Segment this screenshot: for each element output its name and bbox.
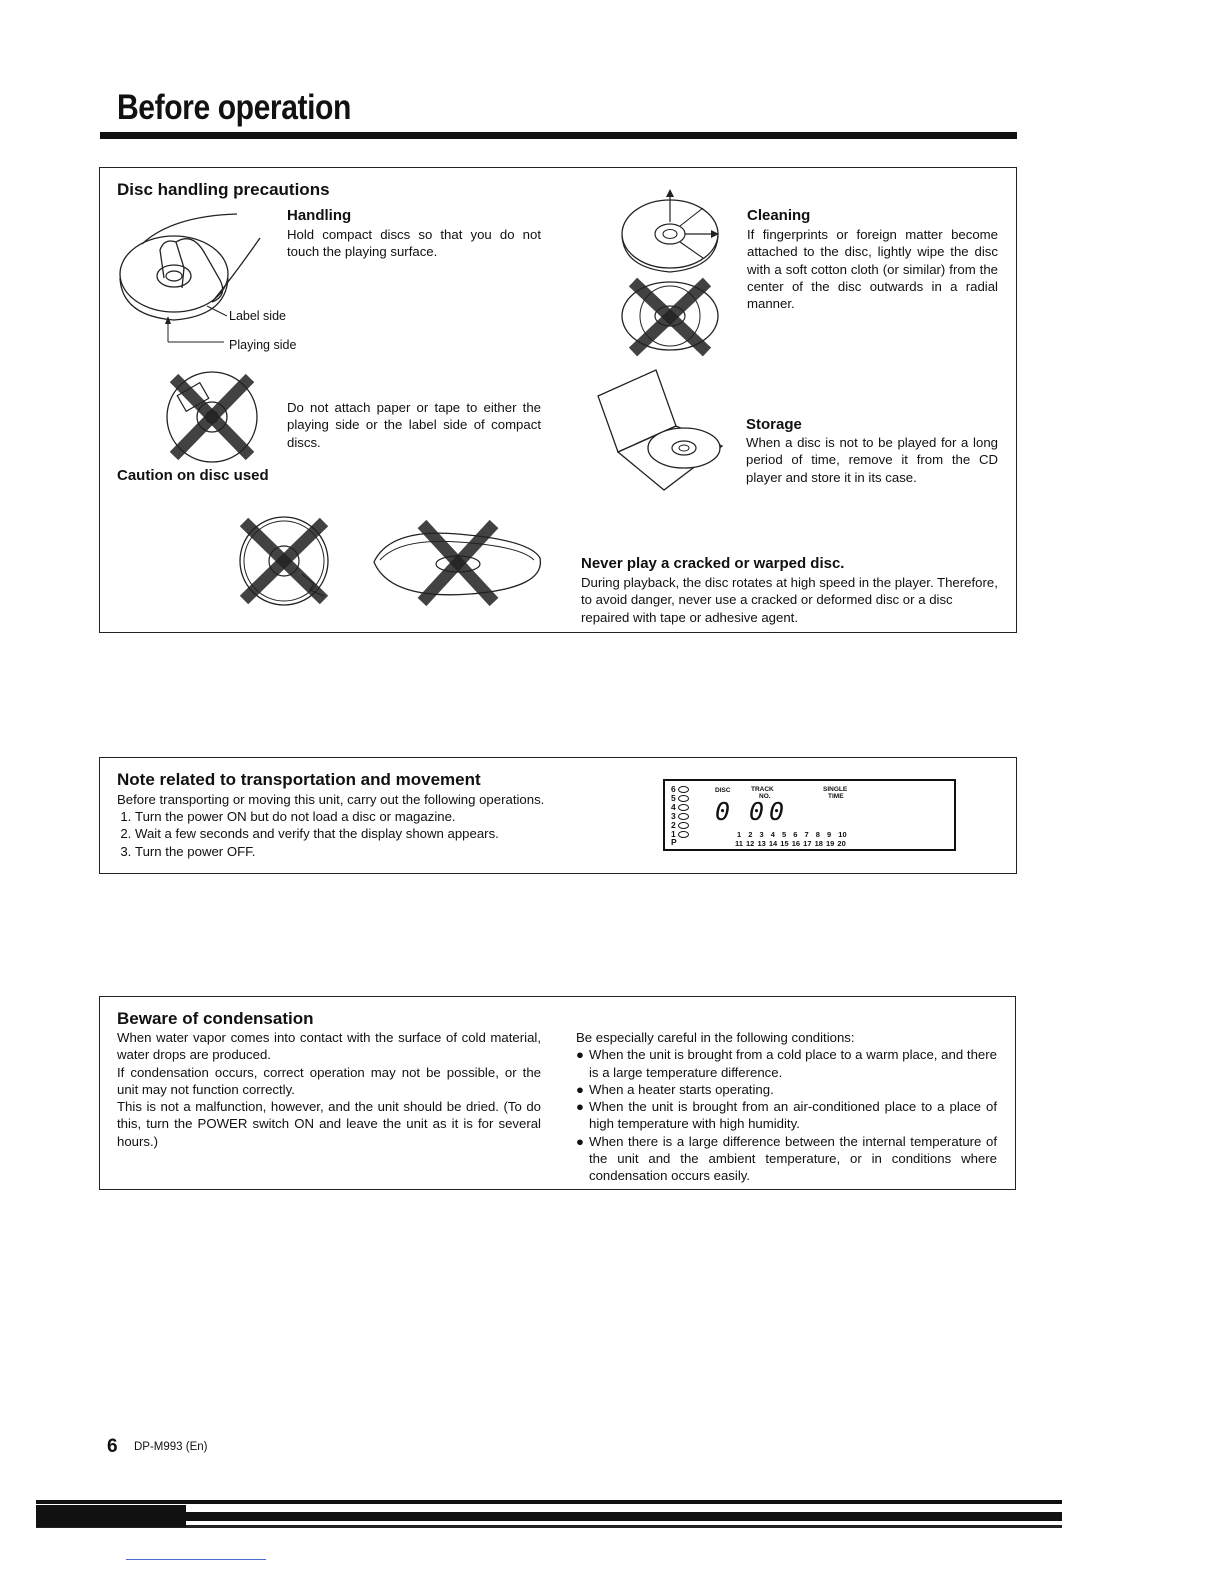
cracked-heading: Never play a cracked or warped disc.: [581, 555, 845, 572]
disc-number-row: 1: [671, 830, 701, 839]
condensation-left-column: [117, 1029, 541, 1150]
disc-number-column: [671, 785, 701, 847]
storage-text: When a disc is not to be played for a long period of time, remove it from the CD player and store it in its case.: [746, 435, 998, 485]
bottom-faint-rule: [126, 1559, 266, 1560]
lcd-label-time: TIME: [828, 793, 844, 800]
disc-number-row: 5: [671, 794, 701, 803]
title-rule: [100, 132, 1017, 139]
list-item: ● When there is a large difference between the internal temperature of the unit and the ambient temperature, or in conditions where condensation occurs easily.: [576, 1133, 997, 1184]
lcd-label-track: TRACK: [751, 786, 774, 793]
condensation-conditions-list: [576, 1046, 997, 1184]
condensation-paragraph: This is not a malfunction, however, and the unit should be dried. (To do this, turn the POWER switch ON and leave the unit as it is for several hours.): [117, 1099, 541, 1149]
caution-heading: Caution on disc used: [117, 467, 269, 484]
warped-disc-illustration: [370, 518, 546, 608]
bullet: ●: [576, 1047, 584, 1063]
label-side-caption: Label side: [229, 309, 286, 323]
transport-step: 3. Turn the power OFF.: [135, 843, 615, 860]
page-number: 6: [107, 1436, 118, 1457]
list-item: ● When the unit is brought from an air-conditioned place to a place of high temperature with high humidity.: [576, 1099, 997, 1132]
lcd-digit-disc: 0: [715, 797, 731, 826]
bullet: ●: [576, 1133, 584, 1149]
cracked-disc-illustration: [232, 514, 336, 608]
transport-intro: Before transporting or moving this unit, carry out the following operations.: [117, 792, 545, 807]
hand-holding-disc-illustration: [112, 208, 312, 358]
lcd-track-row-2: 11 12 13 14 15 16 17 18 19 20: [735, 839, 846, 848]
condensation-right-intro: Be especially careful in the following conditions:: [576, 1030, 855, 1045]
bullet: ●: [576, 1081, 584, 1097]
transport-step: 1. Turn the power ON but do not load a disc or magazine.: [135, 808, 615, 825]
handling-text: Hold compact discs so that you do not touch the playing surface.: [287, 227, 541, 260]
lcd-label-disc: DISC: [715, 787, 731, 794]
disc-number-row: 6: [671, 785, 701, 794]
lcd-track-row-1: 1 2 3 4 5 6 7 8 9 10: [737, 830, 847, 839]
cleaning-radial-illustration: [615, 188, 725, 358]
lcd-label-no: NO.: [759, 793, 771, 800]
disc-handling-heading: Disc handling precautions: [117, 180, 330, 199]
no-tape-disc-illustration: [160, 370, 264, 464]
condensation-paragraph: If condensation occurs, correct operation may not be possible, or the unit may not function correctly.: [117, 1064, 541, 1097]
bottom-rule-bold: [36, 1512, 1062, 1521]
bottom-rule-thin: [36, 1525, 1062, 1528]
lcd-display: [663, 779, 956, 851]
disc-number-row: 3: [671, 812, 701, 821]
bullet: ●: [576, 1099, 584, 1115]
cleaning-heading: Cleaning: [747, 207, 811, 224]
no-paper-text: Do not attach paper or tape to either the playing side or the label side of compact discs.: [287, 400, 541, 450]
cracked-text: During playback, the disc rotates at high speed in the player. Therefore, to avoid danger, never use a cracked or deformed disc or a disc repaired with tape or adhesive agent.: [581, 575, 998, 625]
lcd-label-single: SINGLE: [823, 786, 848, 793]
storage-heading: Storage: [746, 416, 802, 433]
model-number: DP-M993 (En): [134, 1441, 208, 1453]
list-item: ● When a heater starts operating.: [576, 1081, 774, 1097]
disc-number-row: P: [671, 837, 677, 848]
bottom-rule-top: [36, 1500, 1062, 1504]
disc-number-row: 2: [671, 821, 701, 830]
condensation-right-column: [576, 1029, 997, 1185]
disc-number-row: 4: [671, 803, 701, 812]
transport-heading: Note related to transportation and movement: [117, 770, 481, 789]
bottom-edge-mark: [36, 1505, 186, 1527]
transport-step: 2. Wait a few seconds and verify that the display shown appears.: [135, 825, 615, 842]
transport-steps: [117, 808, 615, 860]
cleaning-text: If fingerprints or foreign matter become attached to the disc, lightly wipe the disc with a soft cotton cloth (or similar) from the center of the disc outwards in a radial manner.: [747, 227, 998, 312]
condensation-paragraph: When water vapor comes into contact with the surface of cold material, water drops are produced.: [117, 1030, 541, 1063]
disc-case-illustration: [594, 366, 726, 494]
page-title: Before operation: [117, 88, 351, 127]
list-item: ● When the unit is brought from a cold place to a warm place, and there is a large temperature difference.: [576, 1047, 997, 1080]
condensation-heading: Beware of condensation: [117, 1009, 314, 1028]
lcd-digit-track-2: 0: [769, 797, 785, 826]
lcd-digit-track-1: 0: [749, 797, 765, 826]
playing-side-caption: Playing side: [229, 338, 297, 352]
handling-heading: Handling: [287, 207, 352, 224]
